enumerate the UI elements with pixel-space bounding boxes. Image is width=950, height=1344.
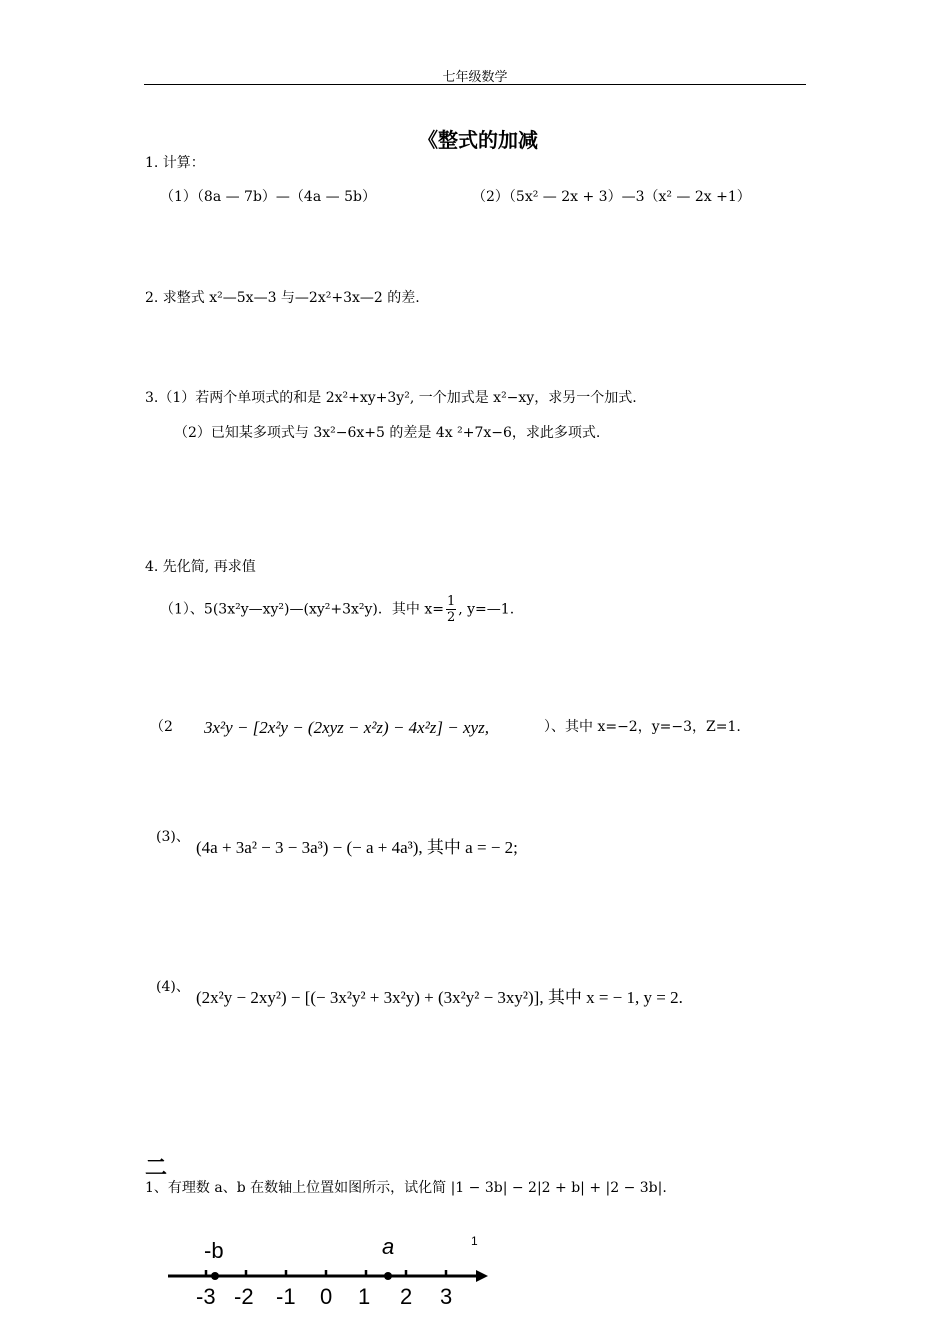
point-neg-b <box>211 1272 219 1280</box>
q4-part3-expr: (4a + 3a² − 3 − 3a³) − (− a + 4a³), 其中 a = − 2; <box>196 838 518 857</box>
q4-part1-suffix: , y=—1. <box>458 601 515 618</box>
section-two-q1: 1、有理数 a、b 在数轴上位置如图所示，试化简 |1 − 3b| − 2|2 + b| + |2 − 3b|. <box>145 1180 667 1196</box>
tick-label: -1 <box>276 1284 296 1309</box>
label-neg-b: -b <box>204 1238 224 1263</box>
tick-label: 1 <box>358 1284 371 1309</box>
q4-label: 4. 先化简, 再求值 <box>145 559 256 575</box>
q4-part3-prefix: (3)、 <box>156 829 190 845</box>
q4-part4-expr: (2x²y − 2xy²) − [(− 3x²y² + 3x²y) + (3x²y² − 3xy²)], 其中 x = − 1, y = 2. <box>196 988 683 1007</box>
fraction-numerator: 1 <box>446 594 456 609</box>
point-a <box>384 1272 392 1280</box>
q4-part1-prefix: （1）、 <box>160 601 204 618</box>
section-two-heading: 二 <box>145 1155 168 1180</box>
q3-part-a: 3.（1）若两个单项式的和是 2x²+xy+3y², 一个加式是 x²−xy，求另一个加式. <box>145 390 637 406</box>
label-one-top: 1 <box>471 1234 478 1248</box>
tick-label: -3 <box>196 1284 216 1309</box>
page-header: 七年级数学 <box>442 70 508 85</box>
q4-part2-expr: 3x²y − [2x²y − (2xyz − x²z) − 4x²z] − xyz, <box>204 718 489 737</box>
fraction-denominator: 2 <box>446 610 456 625</box>
q4-part1 <box>160 594 514 625</box>
axis-arrow-icon <box>476 1270 488 1282</box>
q4-part1-expr: 5(3x²y—xy²)—(xy²+3x²y)．其中 x= <box>203 601 444 618</box>
q4-part2-prefix: （2 <box>150 719 173 735</box>
label-a: a <box>382 1234 395 1259</box>
q1-part-b: （2）（5x² — 2x + 3）—3（x² — 2x +1） <box>472 189 751 205</box>
document-title: 《整式的加减 <box>418 128 538 152</box>
q4-part4-prefix: (4)、 <box>156 979 190 995</box>
tick-label: 3 <box>440 1284 453 1309</box>
tick-label: -2 <box>234 1284 254 1309</box>
q1-label: 1. 计算： <box>145 155 205 171</box>
header-rule <box>144 84 806 85</box>
q2-text: 2. 求整式 x²—5x—3 与—2x²+3x—2 的差. <box>145 290 420 306</box>
q4-part1-fraction <box>446 594 456 625</box>
tick-label: 0 <box>320 1284 333 1309</box>
q3-part-b: （2）已知某多项式与 3x²−6x+5 的差是 4x ²+7x−6，求此多项式. <box>174 425 601 441</box>
number-line-figure <box>160 1228 500 1318</box>
q4-part2-suffix: ）、其中 x=−2，y=−3，Z=1. <box>544 719 741 735</box>
q1-part-a: （1）（8a — 7b）—（4a — 5b） <box>160 189 376 205</box>
tick-label: 2 <box>400 1284 413 1309</box>
